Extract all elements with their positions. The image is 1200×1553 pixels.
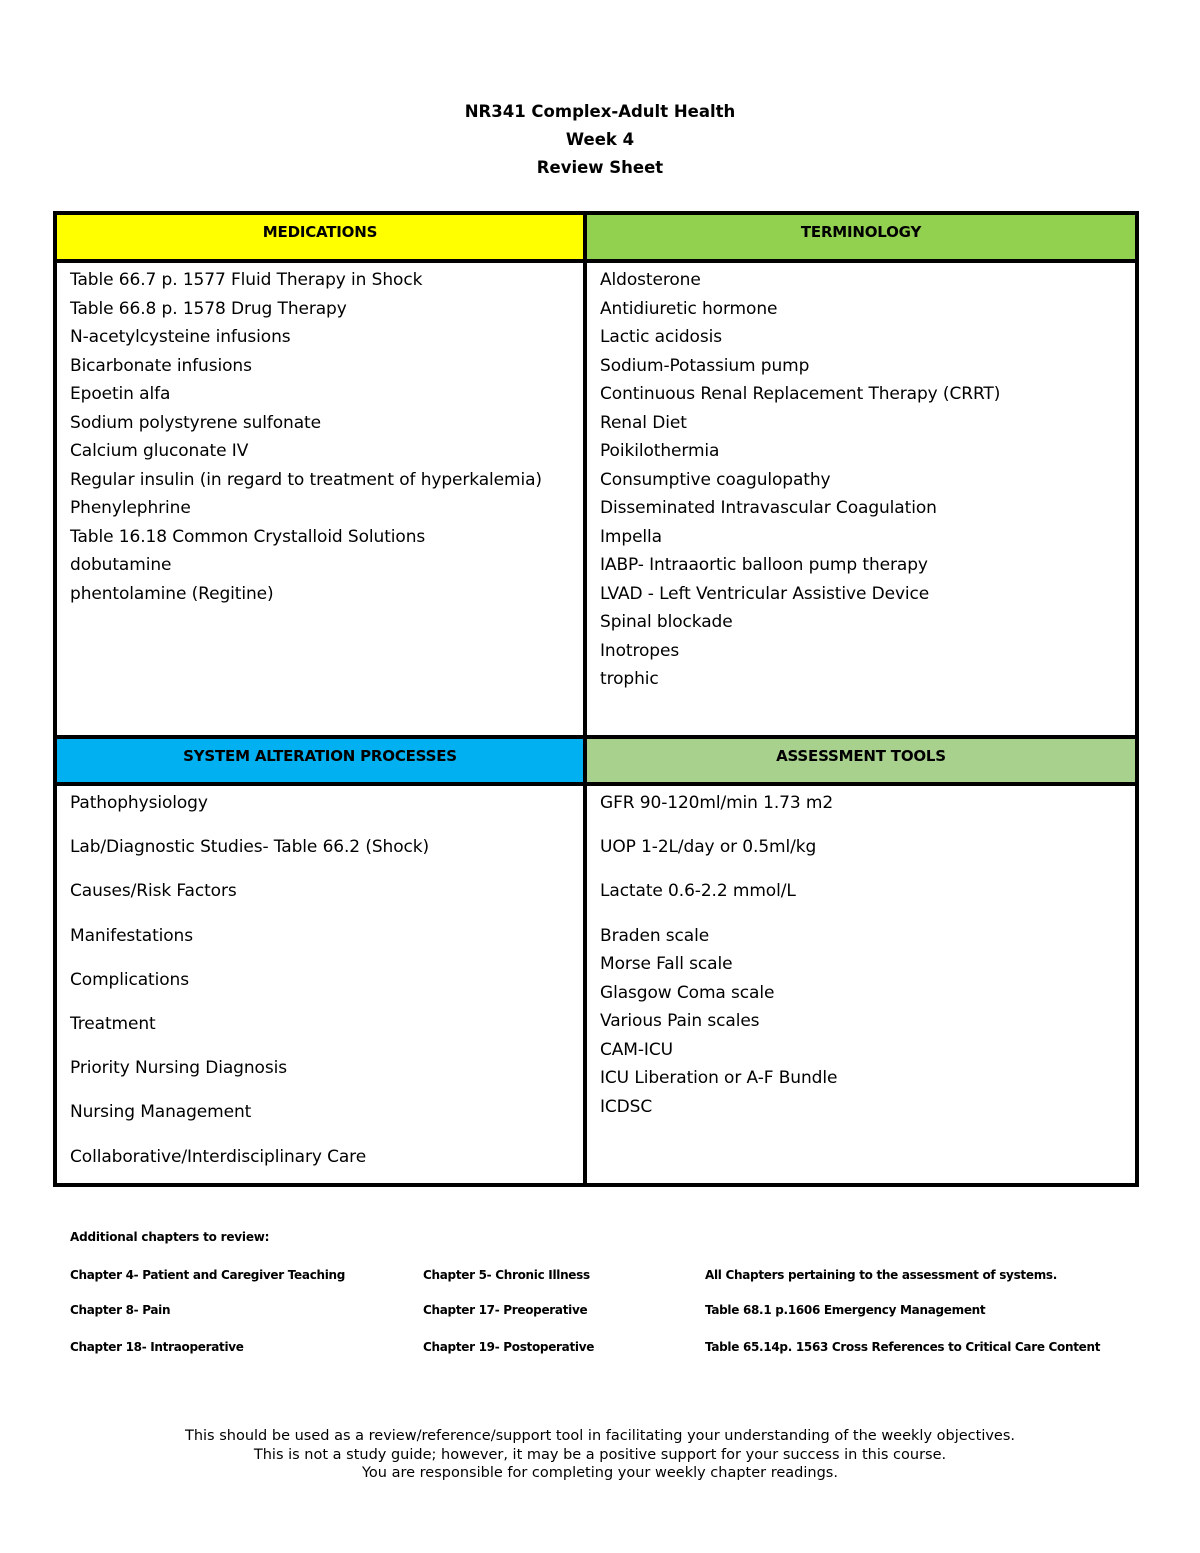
assessment-tools-header	[587, 739, 1135, 782]
terminology-item: Lactic acidosis	[600, 327, 722, 347]
chapter-reference: Table 68.1 p.1606 Emergency Management	[705, 1303, 986, 1317]
medication-item: Sodium polystyrene sulfonate	[70, 412, 321, 433]
assessment-tool-item: Various Pain scales	[600, 1011, 760, 1032]
system-alteration-item: Causes/Risk Factors	[70, 881, 237, 902]
additional-chapters-heading: Additional chapters to review:	[70, 1230, 270, 1244]
grid-divider-1	[57, 259, 1135, 263]
medication-item: N-acetylcysteine infusions	[70, 327, 291, 347]
medication-item: phentolamine (Regitine)	[70, 583, 274, 604]
chapter-reference: Chapter 4- Patient and Caregiver Teaching	[70, 1268, 346, 1282]
chapter-reference: Chapter 19- Postoperative	[423, 1340, 595, 1354]
terminology-item: Impella	[600, 526, 662, 547]
medications-header	[57, 215, 583, 259]
terminology-item: trophic	[600, 669, 659, 689]
footer-line-1: This should be used as a review/reference/support tool in facilitating your understanding of the weekly objectives.	[184, 1428, 1016, 1444]
assessment-tools-header-label: ASSESSMENT TOOLS	[776, 747, 946, 765]
footer-line-2: This is not a study guide; however, it may be a positive support for your success in this course.	[253, 1446, 947, 1463]
medication-item: Table 66.7 p. 1577 Fluid Therapy in Shock	[70, 270, 423, 290]
chapter-reference: Chapter 8- Pain	[70, 1303, 171, 1317]
terminology-item: Renal Diet	[600, 412, 687, 433]
assessment-tool-item: Morse Fall scale	[600, 954, 733, 975]
terminology-item: LVAD - Left Ventricular Assistive Device	[600, 583, 930, 604]
terminology-item: Sodium-Potassium pump	[600, 355, 810, 376]
medication-item: Phenylephrine	[70, 498, 191, 518]
document-title-block	[0, 98, 1200, 182]
terminology-item: Antidiuretic hormone	[600, 298, 778, 319]
system-alteration-item: Collaborative/Interdisciplinary Care	[70, 1146, 367, 1167]
assessment-tool-item: Glasgow Coma scale	[600, 982, 775, 1003]
system-alteration-item: Manifestations	[70, 925, 193, 946]
assessment-tool-item: ICDSC	[600, 1096, 653, 1117]
terminology-item: Consumptive coagulopathy	[600, 469, 831, 490]
terminology-header-label: TERMINOLOGY	[800, 223, 922, 241]
medication-item: Regular insulin (in regard to treatment of hyperkalemia)	[70, 469, 542, 490]
assessment-tool-item: CAM-ICU	[600, 1039, 673, 1060]
system-alteration-item: Complications	[70, 969, 189, 990]
system-alteration-header-label: SYSTEM ALTERATION PROCESSES	[183, 747, 457, 765]
terminology-item: IABP- Intraaortic balloon pump therapy	[600, 555, 928, 575]
medication-item: dobutamine	[70, 555, 172, 575]
doc-type-label: Review Sheet	[536, 158, 664, 177]
terminology-list	[600, 266, 1000, 694]
course-title: NR341 Complex-Adult Health	[464, 102, 736, 121]
assessment-lab-value: Lactate 0.6-2.2 mmol/L	[600, 881, 796, 902]
system-alteration-item: Nursing Management	[70, 1102, 252, 1123]
assessment-tool-item: ICU Liberation or A-F Bundle	[600, 1068, 838, 1089]
grid-divider-3	[57, 782, 1135, 786]
grid-divider-2	[57, 735, 1135, 739]
system-alteration-item: Lab/Diagnostic Studies- Table 66.2 (Shock)	[70, 837, 430, 858]
assessment-lab-values-list	[600, 789, 837, 922]
review-grid	[53, 211, 1139, 1187]
terminology-item: Continuous Renal Replacement Therapy (CRRT)	[600, 384, 1001, 404]
terminology-header	[587, 215, 1135, 259]
chapter-reference: All Chapters pertaining to the assessment of systems.	[705, 1268, 1057, 1282]
medications-header-label: MEDICATIONS	[262, 223, 378, 241]
terminology-item: Spinal blockade	[600, 612, 733, 632]
system-alteration-item: Treatment	[70, 1013, 156, 1034]
medication-item: Calcium gluconate IV	[70, 441, 249, 461]
chapter-reference: Chapter 17- Preoperative	[423, 1303, 588, 1317]
terminology-item: Inotropes	[600, 640, 680, 661]
chapter-reference: Chapter 18- Intraoperative	[70, 1340, 244, 1354]
terminology-item: Aldosterone	[600, 270, 701, 290]
medication-item: Epoetin alfa	[70, 384, 171, 404]
footer-note	[0, 1427, 1200, 1483]
medication-item: Table 66.8 p. 1578 Drug Therapy	[70, 298, 347, 319]
medications-list	[70, 266, 542, 608]
chapter-reference: Chapter 5- Chronic Illness	[423, 1268, 590, 1282]
terminology-item: Disseminated Intravascular Coagulation	[600, 498, 937, 518]
system-alteration-item: Priority Nursing Diagnosis	[70, 1058, 287, 1079]
footer-line-3: You are responsible for completing your weekly chapter readings.	[362, 1465, 838, 1481]
system-alteration-header	[57, 739, 583, 782]
assessment-scales-list	[600, 922, 837, 1122]
system-alteration-item: Pathophysiology	[70, 793, 208, 813]
assessment-lab-value: UOP 1-2L/day or 0.5ml/kg	[600, 837, 817, 858]
assessment-tools-content	[600, 789, 837, 1121]
medication-item: Table 16.18 Common Crystalloid Solutions	[70, 526, 426, 547]
assessment-tool-item: Braden scale	[600, 925, 710, 946]
system-alteration-list	[70, 789, 429, 1187]
grid-vertical-divider	[583, 215, 587, 1183]
week-label: Week 4	[565, 130, 635, 149]
medication-item: Bicarbonate infusions	[70, 355, 252, 376]
assessment-lab-value: GFR 90-120ml/min 1.73 m2	[600, 793, 834, 813]
terminology-item: Poikilothermia	[600, 441, 720, 461]
chapter-reference: Table 65.14p. 1563 Cross References to Critical Care Content	[705, 1340, 1101, 1354]
